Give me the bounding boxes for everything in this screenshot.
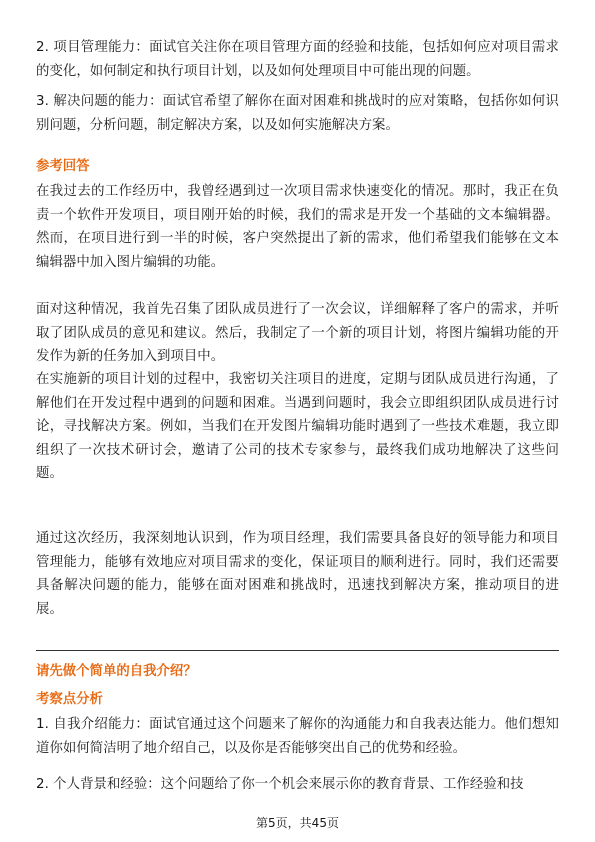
list-item-project-management: 2. 项目管理能力：面试官关注你在项目管理方面的经验和技能，包括如何应对项目需求的变化，如何制定和执行项目计划，以及如何处理项目中可能出现的问题。 xyxy=(36,40,559,79)
reference-paragraph-1: 在我过去的工作经历中，我曾经遇到过一次项目需求快速变化的情况。那时，我正在负责一个软件开发项目，项目刚开始的时候，我们的需求是开发一个基础的文本编辑器。然而，在项目进行到一半的时候，客户突然提出了新的需求，他们希望我们能够在文本编辑器中加入图片编辑的功能。 xyxy=(36,184,559,270)
analysis-item-1: 1. 自我介绍能力：面试官通过这个问题来了解你的沟通能力和自我表达能力。他们想知道你如何简洁明了地介绍自己，以及你是否能够突出自己的优势和经验。 xyxy=(36,717,559,756)
reference-answer-heading: 参考回答 xyxy=(36,159,90,174)
page-footer: 第5页，共45页 xyxy=(256,816,339,830)
reference-paragraph-4: 通过这次经历，我深刻地认识到，作为项目经理，我们需要具备良好的领导能力和项目管理能力，能够有效地应对项目需求的变化，保证项目的顺利进行。同时，我们还需要具备解决问题的能力，能够在面对困难和挑战时，迅速找到解决方案，推动项目的进展。 xyxy=(36,531,559,617)
question-title: 请先做个简单的自我介绍？ xyxy=(36,664,197,679)
section-divider xyxy=(36,650,559,651)
list-item-problem-solving: 3. 解决问题的能力：面试官希望了解你在面对困难和挑战时的应对策略，包括你如何识别问题，分析问题，制定解决方案，以及如何实施解决方案。 xyxy=(36,94,559,133)
reference-paragraph-2: 面对这种情况，我首先召集了团队成员进行了一次会议，详细解释了客户的需求，并听取了团队成员的意见和建议。然后，我制定了一个新的项目计划，将图片编辑功能的开发作为新的任务加入到项目中。 xyxy=(36,302,559,364)
analysis-heading: 考察点分析 xyxy=(36,692,103,707)
reference-paragraph-3: 在实施新的项目计划的过程中，我密切关注项目的进度，定期与团队成员进行沟通，了解他们在开发过程中遇到的问题和困难。当遇到问题时，我会立即组织团队成员进行讨论，寻找解决方案。例如，当我们在开发图片编辑功能时遇到了一些技术难题，我立即组织了一次技术研讨会，邀请了公司的技术专家参与，最终我们成功地解决了这些问题。 xyxy=(36,372,559,481)
analysis-item-2: 2. 个人背景和经验：这个问题给了你一个机会来展示你的教育背景、工作经验和技 xyxy=(36,777,524,792)
